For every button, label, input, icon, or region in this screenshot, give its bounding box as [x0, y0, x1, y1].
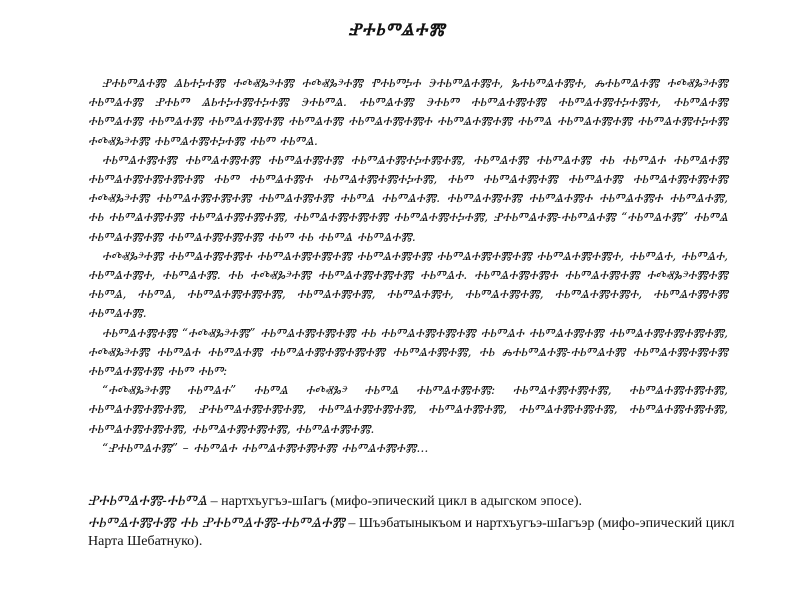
paragraph: ⰀⰄⰟⰃⰵⰀⰏ ⰀⰓⰕⰡⰀⰏⰀⰏⰀ ⰀⰓⰕⰡⰀⰏⰀⰏⰀⰏ ⰀⰓⰕⰡⰀⰏⰀⰏ ⰀⰓⰕⰡⰀⰏⰀⰏⰀⰏ ⰀⰓⰕⰡⰀⰏⰀⰏⰀ, ⰀⰓⰕⰡⰀ, ⰀⰓⰕⰡⰀ, ⰀⰓⰕⰡⰀⰏⰀ, ⰀⰓⰕⰡⰀⰏ. ⰀⰓ ⰀⰄⰟⰃⰵⰀⰏ ⰀⰓⰕⰡⰀⰏⰀⰏⰀⰏ ⰀⰓⰕⰡⰀ. ⰀⰓⰕⰡⰀⰏⰀⰏⰀ ⰀⰓⰕⰡⰀⰏⰀⰏ ⰀⰄⰟⰃⰵⰀⰏⰀⰏ ⰀⰓⰕⰡ, ⰀⰓⰕⰡ, ⰀⰓⰕⰡⰀⰏⰀⰏⰀⰏ, ⰀⰓⰕⰡⰀⰏⰀⰏ, ⰀⰓⰕⰡⰀⰏⰀ, ⰀⰓⰕⰡⰀⰏⰀⰏ, ⰀⰓⰕⰡⰀⰏⰀⰏⰀ, ⰀⰓⰕⰡⰀⰏⰀⰏ ⰀⰓⰕⰡⰀⰏ.: [88, 248, 728, 321]
paragraph: “ⰀⰄⰟⰃⰵⰀⰏ ⰀⰓⰕⰡⰀ” ⰀⰓⰕⰡ ⰀⰄⰟⰃⰵ ⰀⰓⰕⰡ ⰀⰓⰕⰡⰀⰏⰀⰏ: ⰀⰓⰕⰡⰀⰏⰀⰏⰀⰏ, ⰀⰓⰕⰡⰀⰏⰀⰏⰀⰏ, ⰀⰓⰕⰡⰀⰏⰀⰏⰀⰏ, ⰐⰀⰓⰕⰡⰀⰏⰀⰏⰀⰏ, ⰀⰓⰕⰡⰀⰏⰀⰏⰀⰏ, ⰀⰓⰕⰡⰀⰏⰀⰏ, ⰀⰓⰕⰡⰀⰏⰀⰏⰀⰏ, ⰀⰓⰕⰡⰀⰏⰀⰏⰀⰏ, ⰀⰓⰕⰡⰀⰏⰀⰏⰀⰏ, ⰀⰓⰕⰡⰀⰏⰀⰏⰀⰏ, ⰀⰓⰕⰡⰀⰏⰀⰏ.: [88, 383, 728, 436]
footnote: [88, 514, 738, 551]
footnotes: [88, 492, 738, 554]
footnote: [88, 492, 738, 511]
paragraph: ⰀⰓⰕⰡⰀⰏⰀⰏ “ⰀⰄⰟⰃⰵⰀⰏ” ⰀⰓⰕⰡⰀⰏⰀⰏⰀⰏ ⰀⰓ ⰀⰓⰕⰡⰀⰏⰀⰏⰀⰏ ⰀⰓⰕⰡⰀ ⰀⰓⰕⰡⰀⰏⰀⰏ ⰀⰓⰕⰡⰀⰏⰀⰏⰀⰏⰀⰏ, ⰀⰄⰟⰃⰵⰀⰏ ⰀⰓⰕⰡⰀ ⰀⰓⰕⰡⰀⰏ ⰀⰓⰕⰡⰀⰏⰀⰏⰀⰏⰀⰏ ⰀⰓⰕⰡⰀⰏⰀⰏ, ⰀⰓ ⰎⰀⰓⰕⰡⰀⰏ-ⰀⰓⰕⰡⰀⰏ ⰀⰓⰕⰡⰀⰏⰀⰏⰀⰏ ⰀⰓⰕⰡⰀⰏⰀⰏ ⰀⰓⰕ ⰀⰓⰕ:: [88, 325, 728, 379]
footnote-term: ⰀⰓⰕⰡⰀⰏⰀⰏ ⰀⰓ ⰐⰀⰓⰕⰡⰀⰏ-ⰀⰓⰕⰡⰀⰏ: [88, 515, 345, 531]
footnote-term: ⰐⰀⰓⰕⰡⰀⰏ-ⰀⰓⰕⰡ: [88, 493, 208, 509]
body-text: [88, 74, 728, 458]
page-title: ⰐⰀⰓⰕⰡⰀⰏ: [348, 20, 446, 40]
footnote-text: – Шъэбатыныкъом и нартхъугъэ-шIагъэр (мифо-эпический цикл Нарта Шебатнуко).: [88, 516, 735, 549]
paragraph: ⰐⰀⰓⰕⰡⰀⰏ ⰡⰓⰀⰍⰀⰏ ⰀⰄⰟⰃⰵⰀⰏ ⰀⰄⰟⰃⰵⰀⰏ ⰒⰀⰓⰕⰍⰀ ⰅⰀⰓⰕⰡⰀⰏⰀ, ⰃⰀⰓⰕⰡⰀⰏⰀ, ⰎⰀⰓⰕⰡⰀⰏ ⰀⰄⰟⰃⰵⰀⰏ ⰀⰓⰕⰡⰀⰏ ⰐⰀⰓⰕ ⰡⰓⰀⰍⰀⰏⰀⰍⰀⰏ ⰅⰀⰓⰕⰡ. ⰀⰓⰕⰡⰀⰏ ⰅⰀⰓⰕ ⰀⰓⰕⰡⰀⰏⰀⰏ ⰀⰓⰕⰡⰀⰏⰀⰍⰀⰏⰀ, ⰀⰓⰕⰡⰀⰏ ⰀⰓⰕⰡⰀⰏ ⰀⰓⰕⰡⰀⰏ ⰀⰓⰕⰡⰀⰏⰀⰏ ⰀⰓⰕⰡⰀⰏ ⰀⰓⰕⰡⰀⰏⰀⰏⰀ ⰀⰓⰕⰡⰀⰏⰀⰏ ⰀⰓⰕⰡ ⰀⰓⰕⰡⰀⰏⰀⰏ ⰀⰓⰕⰡⰀⰏⰀⰍⰀⰏ ⰀⰄⰟⰃⰵⰀⰏ ⰀⰓⰕⰡⰀⰏⰀⰍⰀⰏ ⰀⰓⰕ ⰀⰓⰕⰡ.: [88, 76, 728, 148]
footnote-text: – нартхъугъэ-шIагъ (мифо-эпический цикл в адыгском эпосе).: [207, 494, 583, 509]
paragraph: “ⰐⰀⰓⰕⰡⰀⰏ” – ⰀⰓⰕⰡⰀ ⰀⰓⰕⰡⰀⰏⰀⰏⰀⰏ ⰀⰓⰕⰡⰀⰏⰀⰏ…: [102, 440, 429, 455]
paragraph: ⰀⰓⰕⰡⰀⰏⰀⰏ ⰀⰓⰕⰡⰀⰏⰀⰏ ⰀⰓⰕⰡⰀⰏⰀⰏ ⰀⰓⰕⰡⰀⰏⰀⰍⰀⰏⰀⰏ, ⰀⰓⰕⰡⰀⰏ ⰀⰓⰕⰡⰀⰏ ⰀⰓ ⰀⰓⰕⰡⰀ ⰀⰓⰕⰡⰀⰏ ⰀⰓⰕⰡⰀⰏⰀⰏⰀⰏⰀⰏ ⰀⰓⰕ ⰀⰓⰕⰡⰀⰏⰀ ⰀⰓⰕⰡⰀⰏⰀⰏⰀⰍⰀⰏ, ⰀⰓⰕ ⰀⰓⰕⰡⰀⰏⰀⰏ ⰀⰓⰕⰡⰀⰏ ⰀⰓⰕⰡⰀⰏⰀⰏⰀⰏ ⰀⰄⰟⰃⰵⰀⰏ ⰀⰓⰕⰡⰀⰏⰀⰏⰀⰏ ⰀⰓⰕⰡⰀⰏⰀⰏ ⰀⰓⰕⰡ ⰀⰓⰕⰡⰀⰏ. ⰀⰓⰕⰡⰀⰏⰀⰏ ⰀⰓⰕⰡⰀⰏⰀ ⰀⰓⰕⰡⰀⰏⰀ ⰀⰓⰕⰡⰀⰏ, ⰀⰓ ⰀⰓⰕⰡⰀⰏⰀⰏ ⰀⰓⰕⰡⰀⰏⰀⰏⰀⰏ, ⰀⰓⰕⰡⰀⰏⰀⰏⰀⰏ ⰀⰓⰕⰡⰀⰏⰀⰍⰀⰏ, ⰐⰀⰓⰕⰡⰀⰏ-ⰀⰓⰕⰡⰀⰏ “ⰀⰓⰕⰡⰀⰏ” ⰀⰓⰕⰡ ⰀⰓⰕⰡⰀⰏⰀⰏ ⰀⰓⰕⰡⰀⰏⰀⰏⰀⰏ ⰀⰓⰕ ⰀⰓ ⰀⰓⰕⰡ ⰀⰓⰕⰡⰀⰏ.: [88, 152, 728, 244]
